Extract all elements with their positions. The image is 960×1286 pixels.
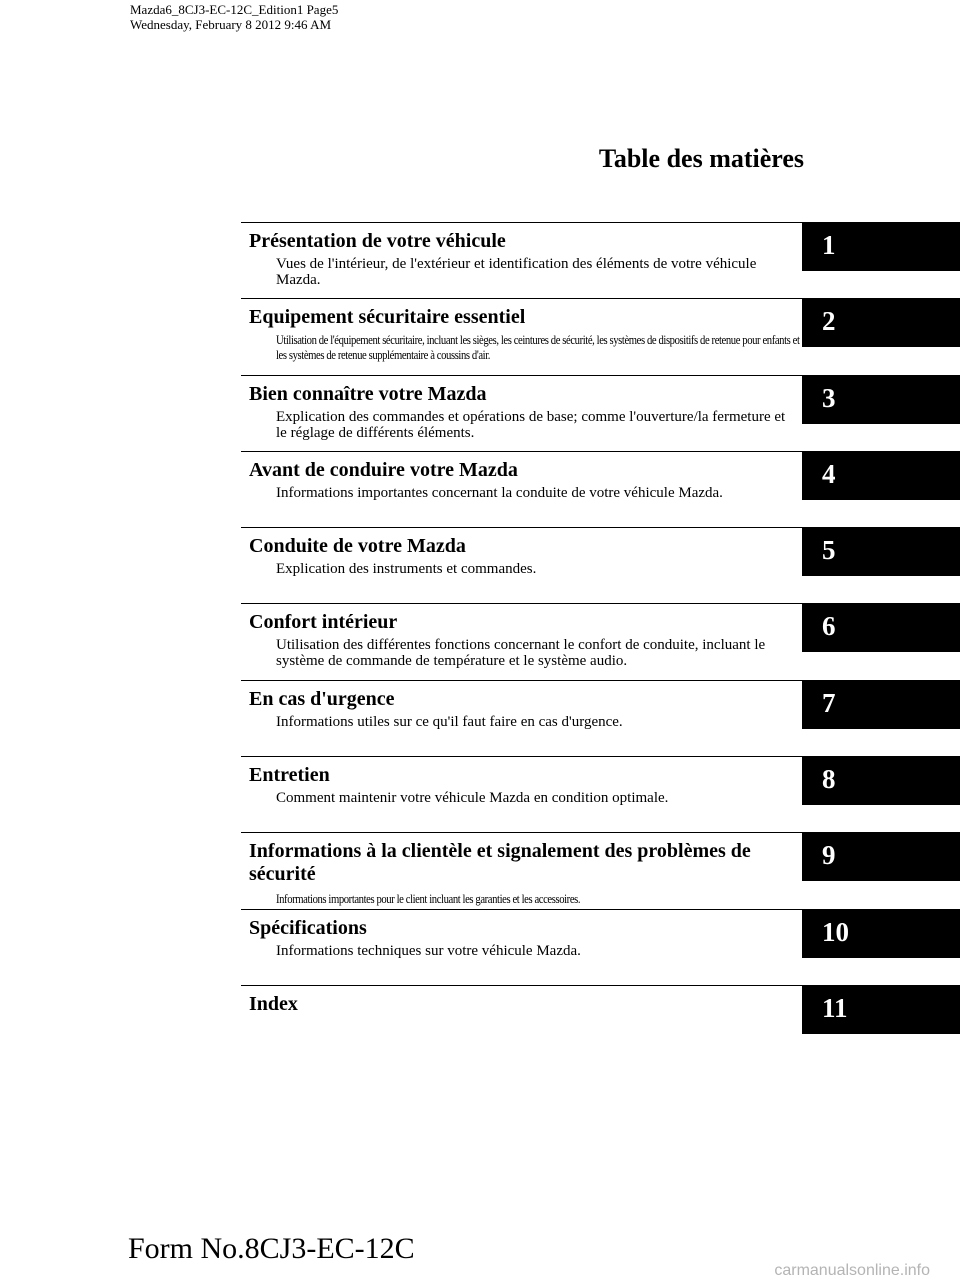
section-description: Vues de l'intérieur, de l'extérieur et identification des éléments de votre véhicule Mazda. [276,256,757,288]
section-divider [241,756,807,757]
toc-section-6[interactable] [241,603,960,679]
section-number: 5 [822,535,836,566]
section-number: 4 [822,458,836,489]
section-description: Explication des commandes et opérations de base; comme l'ouverture/la fermeture et le réglage de différents éléments. [276,408,786,441]
section-heading[interactable]: Avant de conduire votre Mazda [249,458,518,481]
section-divider [241,451,807,452]
section-divider [241,527,807,528]
section-heading[interactable]: Confort intérieur [249,611,398,634]
section-tab[interactable] [802,603,960,652]
section-divider [241,298,807,299]
section-tab[interactable] [802,375,960,424]
toc-section-5[interactable] [241,527,960,603]
section-divider [241,832,807,833]
section-divider [241,909,807,910]
section-heading[interactable]: Présentation de votre véhicule [249,230,506,252]
toc-section-4[interactable] [241,451,960,527]
section-divider [241,985,807,986]
section-description: Comment maintenir votre véhicule Mazda en condition optimale. [276,790,669,807]
section-tab[interactable] [802,832,960,881]
section-heading[interactable]: Entretien [249,764,330,787]
section-description: Utilisation de l'équipement sécuritaire, incluant les sièges, les ceintures de sécurité, les systèmes de dispositifs de retenue pour enfants et les systèmes de retenue supplémentaire à coussins d'air. [276,332,800,363]
section-description: Informations utiles sur ce qu'il faut faire en cas d'urgence. [276,713,623,730]
section-heading[interactable]: Bien connaître votre Mazda [249,382,487,405]
toc-section-1[interactable] [241,222,960,298]
section-tab[interactable] [802,680,960,729]
section-divider [241,222,807,223]
section-divider [241,375,807,376]
section-number: 7 [822,687,836,718]
section-number: 11 [822,992,848,1023]
section-heading[interactable]: Conduite de votre Mazda [249,535,466,558]
toc-section-10[interactable] [241,909,960,985]
section-number: 2 [822,306,836,337]
print-header-file: Mazda6_8CJ3-EC-12C_Edition1 Page5 [130,2,339,17]
page-title: Table des matières [598,144,804,173]
toc-section-9[interactable] [241,832,960,908]
print-header [130,2,338,32]
section-description: Informations importantes pour le client incluant les garanties et les accessoires. [276,891,581,907]
section-tab[interactable] [802,527,960,576]
print-header-date: Wednesday, February 8 2012 9:46 AM [130,17,332,32]
site-watermark: carmanualsonline.info [774,1262,930,1279]
section-description: Informations importantes concernant la conduite de votre véhicule Mazda. [276,484,723,501]
section-tab[interactable] [802,985,960,1034]
section-description: Utilisation des différentes fonctions concernant le confort de conduite, incluant le système de commande de température et le système audio. [276,637,766,670]
section-heading[interactable]: Index [249,992,298,1015]
section-heading[interactable]: En cas d'urgence [249,687,395,710]
section-number: 6 [822,611,836,642]
section-divider [241,603,807,604]
toc-section-2[interactable] [241,298,960,374]
toc-section-3[interactable] [241,375,960,451]
section-heading[interactable]: Informations à la clientèle et signalement des problèmes de sécurité [249,840,751,886]
table-of-contents [241,222,960,1061]
section-heading[interactable]: Spécifications [249,916,367,939]
section-tab[interactable] [802,222,960,271]
section-number: 10 [822,916,849,947]
section-heading[interactable]: Equipement sécuritaire essentiel [249,306,526,329]
toc-section-7[interactable] [241,680,960,756]
section-number: 8 [822,764,836,795]
section-number: 9 [822,840,836,871]
section-tab[interactable] [802,451,960,500]
section-tab[interactable] [802,298,960,347]
section-description: Informations techniques sur votre véhicule Mazda. [276,942,581,959]
toc-section-11[interactable] [241,985,960,1061]
section-divider [241,680,807,681]
form-number: Form No.8CJ3-EC-12C [128,1232,415,1265]
section-number: 3 [822,382,836,413]
section-number: 1 [822,230,836,260]
section-tab[interactable] [802,756,960,805]
section-description: Explication des instruments et commandes. [276,561,537,578]
toc-section-8[interactable] [241,756,960,832]
section-tab[interactable] [802,909,960,958]
